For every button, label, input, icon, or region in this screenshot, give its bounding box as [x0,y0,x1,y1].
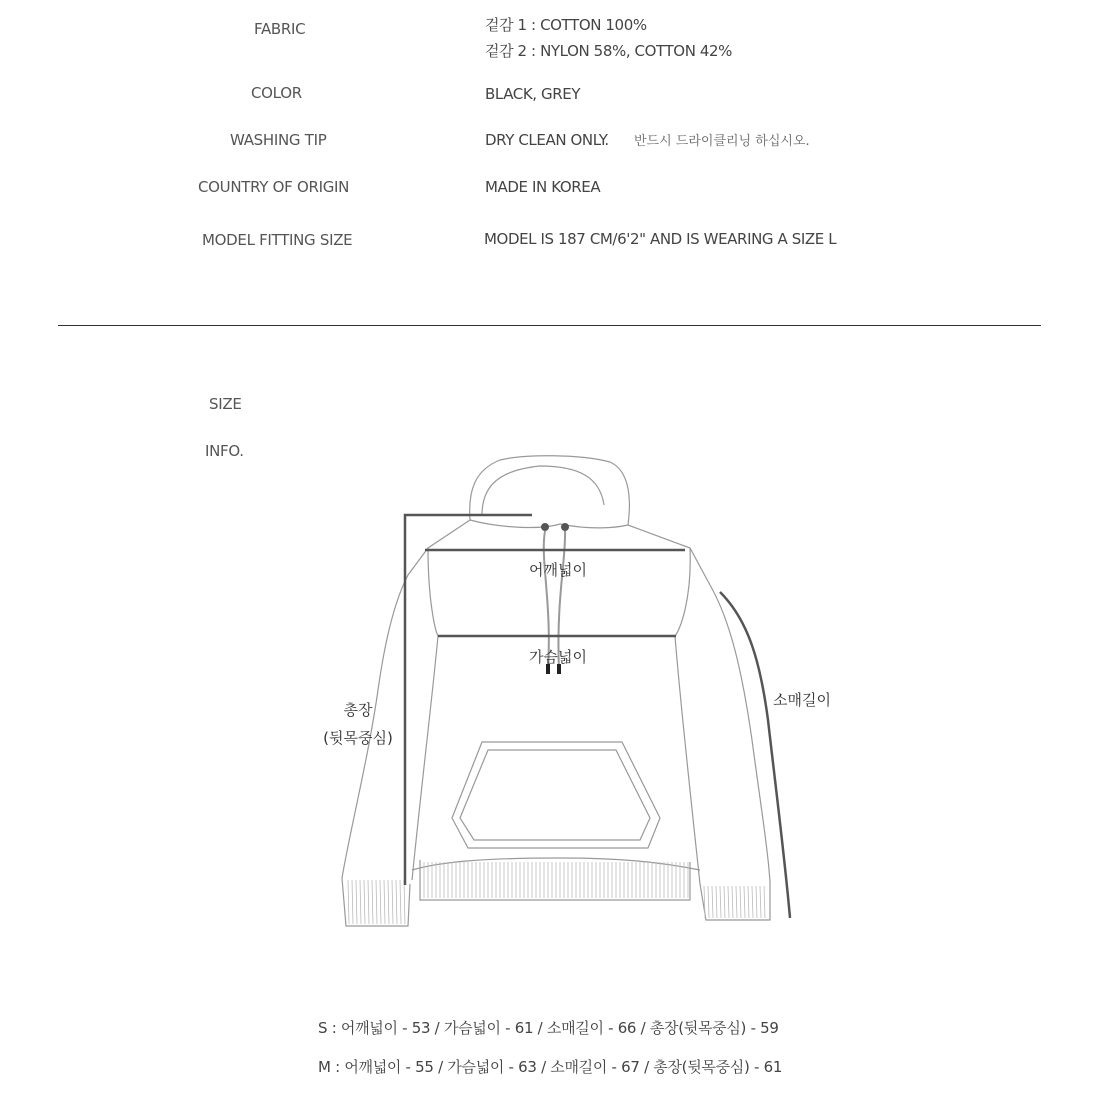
fabric-label: FABRIC [254,20,306,38]
model-value: MODEL IS 187 CM/6'2" AND IS WEARING A SIZE L [484,230,837,248]
color-label: COLOR [251,84,302,102]
ribbing-texture [348,862,765,924]
length-label: 총장 [343,701,373,719]
washing-note: 반드시 드라이클리닝 하십시오. [634,134,810,149]
length-measure-line [405,515,532,885]
chest-label: 가슴넓이 [529,648,587,666]
fabric-value-1: 겉감 1 : COTTON 100% [485,16,647,34]
fabric-value-2: 겉감 2 : NYLON 58%, COTTON 42% [485,42,733,60]
measure-lines [405,515,790,918]
size-row-m: M : 어깨넓이 - 55 / 가슴넓이 - 63 / 소매길이 - 67 / 총장(뒷목중심) - 61 [318,1058,783,1076]
model-label: MODEL FITTING SIZE [202,231,353,249]
sleeve-measure-line [720,592,790,918]
shoulder-label: 어깨넓이 [529,561,587,579]
sleeve-label: 소매길이 [773,691,831,709]
color-value: BLACK, GREY [485,85,581,103]
washing-value: DRY CLEAN ONLY. [485,131,609,149]
size-title: SIZE [209,395,242,413]
info-title: INFO. [205,442,244,460]
washing-label: WASHING TIP [230,131,327,149]
origin-value: MADE IN KOREA [485,178,601,196]
origin-label: COUNTRY OF ORIGIN [198,178,350,196]
size-row-s: S : 어깨넓이 - 53 / 가슴넓이 - 61 / 소매길이 - 66 / 총장(뒷목중심) - 59 [318,1019,779,1037]
length-sublabel: (뒷목중심) [323,729,393,747]
